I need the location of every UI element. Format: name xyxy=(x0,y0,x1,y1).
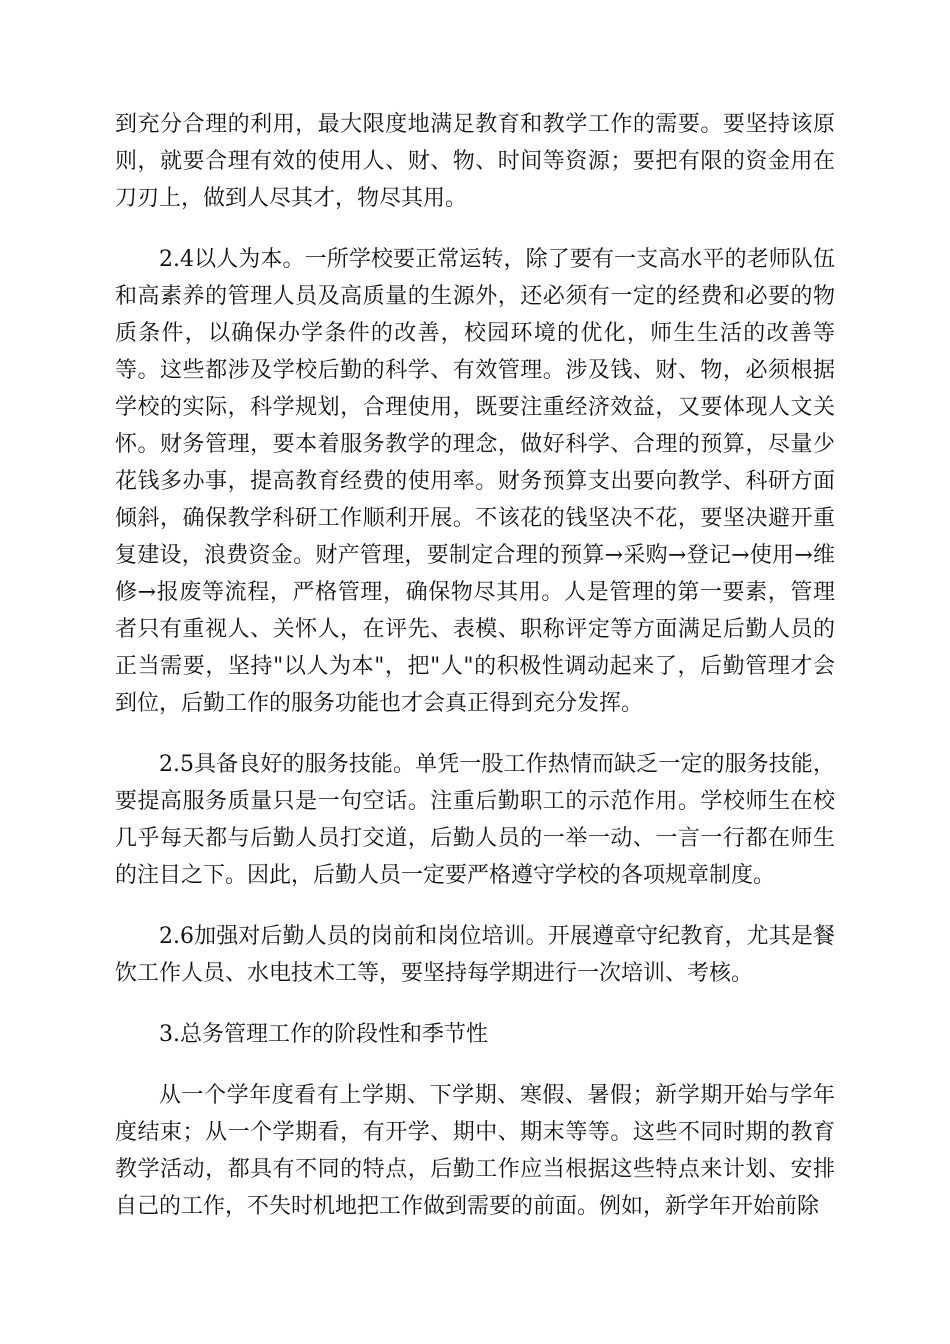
paragraph-3-body: 从一个学年度看有上学期、下学期、寒假、暑假；新学期开始与学年度结束；从一个学期看，有开学、期中、期末等等。这些不同时期的教育教学活动，都具有不同的特点，后勤工作应当根据这些特点来计划、安排自己的工作，不失时机地把工作做到需要的前面。例如，新学年开始前除 xyxy=(115,1083,835,1219)
paragraph-2-4: 2.4以人为本。一所学校要正常运转，除了要有一支高水平的老师队伍和高素养的管理人员及高质量的生源外，还必须有一定的经费和必要的物质条件，以确保办学条件的改善，校园环境的优化，师生生活的改善等等。这些都涉及学校后勤的科学、有效管理。涉及钱、财、物，必须根据学校的实际，科学规划，合理使用，既要注重经济效益，又要体现人文关怀。财务管理，要本着服务教学的理念，做好科学、合理的预算，尽量少花钱多办事，提高教育经费的使用率。财务预算支出要向教学、科研方面倾斜，确保教学科研工作顺利开展。不该花的钱坚决不花，要坚决避开重复建设，浪费资金。财产管理，要制定合理的预算→采购→登记→使用→维修→报废等流程，严格管理，确保物尽其用。人是管理的第一要素，管理者只有重视人、关怀人，在评先、表模、职称评定等方面满足后勤人员的正当需要，坚持"以人为本"，把"人"的积极性调动起来了，后勤管理才会到位，后勤工作的服务功能也才会真正得到充分发挥。 xyxy=(115,247,835,716)
document-body xyxy=(115,106,835,1225)
paragraph-continued: 到充分合理的利用，最大限度地满足教育和教学工作的需要。要坚持该原则，就要合理有效的使用人、财、物、时间等资源；要把有限的资金用在刀刃上，做到人尽其才，物尽其用。 xyxy=(115,112,835,211)
paragraph-2-5: 2.5具备良好的服务技能。单凭一股工作热情而缺乏一定的服务技能，要提高服务质量只是一句空话。注重后勤职工的示范作用。学校师生在校几乎每天都与后勤人员打交道，后勤人员的一举一动、一言一行都在师生的注目之下。因此，后勤人员一定要严格遵守学校的各项规章制度。 xyxy=(115,752,835,888)
paragraph-2-6: 2.6加强对后勤人员的岗前和岗位培训。开展遵章守纪教育，尤其是餐饮工作人员、水电技术工等，要坚持每学期进行一次培训、考核。 xyxy=(115,924,835,986)
section-heading-3: 3.总务管理工作的阶段性和季节性 xyxy=(159,1022,488,1047)
